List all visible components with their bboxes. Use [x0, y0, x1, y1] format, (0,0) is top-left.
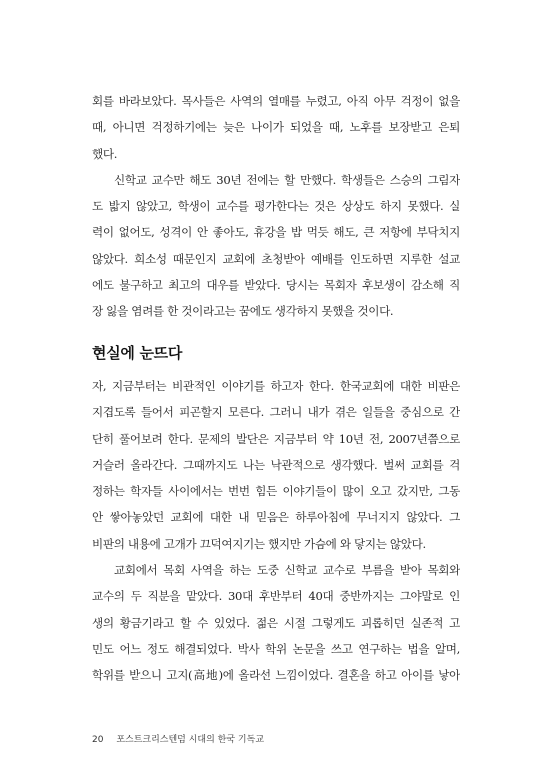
text-line: 비판의 내용에 고개가 끄덕여지기는 했지만 가슴에 와 닿지는 않았다. — [92, 536, 426, 551]
section-heading: 현실에 눈뜨다 — [92, 344, 183, 362]
text-line: 민도 어느 정도 해결되었다. 박사 학위 논문을 쓰고 연구하는 법을 알며, — [92, 641, 460, 656]
page-number: 20 — [92, 735, 104, 745]
text-line: 단히 풀어보려 한다. 문제의 발단은 지금부터 약 10년 전, 2007년쯤으로 — [92, 431, 460, 446]
text-line: 학위를 받으니 고지(高地)에 올라선 느낌이었다. 결혼을 하고 아이를 낳아 — [92, 668, 460, 683]
text-line: 생의 황금기라고 할 수 있었다. 젊은 시절 그렇게도 괴롭히던 실존적 고 — [92, 615, 460, 630]
paragraph-block-bottom — [92, 373, 460, 689]
text-line: 장 잃을 염려를 한 것이라고는 꿈에도 생각하지 못했을 것이다. — [92, 304, 394, 319]
running-title: 포스트크리스텐덤 시대의 한국 기독교 — [116, 735, 265, 745]
text-line: 안 쌓아놓았던 교회에 대한 내 믿음은 하루아침에 무너지지 않았다. 그 — [92, 510, 460, 525]
text-line: 거슬러 올라간다. 그때까지도 나는 낙관적으로 생각했다. 벌써 교회를 걱 — [92, 457, 460, 472]
paragraph-block-top — [92, 88, 460, 325]
text-line: 정하는 학자들 사이에서는 번번 힘든 이야기들이 많이 오고 갔지만, 그동 — [92, 484, 460, 499]
text-line: 에도 불구하고 최고의 대우를 받았다. 당시는 목회자 후보생이 감소해 직 — [92, 278, 460, 293]
text-line: 않았다. 희소성 때문인지 교회에 초청받아 예배를 인도하면 지루한 설교 — [92, 251, 460, 266]
text-line: 자, 지금부터는 비관적인 이야기를 하고자 한다. 한국교회에 대한 비판은 — [92, 379, 460, 393]
text-line: 했다. — [92, 146, 118, 161]
text-line: 교회에서 목회 사역을 하는 도중 신학교 교수로 부름을 받아 목회와 — [114, 563, 460, 578]
text-line: 교수의 두 직분을 맡았다. 30대 후반부터 40대 중반까지는 그야말로 인 — [92, 589, 460, 604]
page-footer — [92, 732, 264, 745]
text-line: 회를 바라보았다. 목사들은 사역의 열매를 누렸고, 아직 아무 걱정이 없을 — [92, 94, 460, 108]
text-line: 도 밟지 않았고, 학생이 교수를 평가한다는 것은 상상도 하지 못했다. 실 — [92, 199, 460, 214]
text-line: 력이 없어도, 성격이 안 좋아도, 휴강을 밥 먹듯 해도, 큰 저항에 부닥치지 — [92, 225, 460, 240]
text-line: 때, 아니면 걱정하기에는 늦은 나이가 되었을 때, 노후를 보장받고 은퇴 — [92, 120, 460, 135]
text-line: 신학교 교수만 해도 30년 전에는 할 만했다. 학생들은 스승의 그림자 — [114, 172, 460, 187]
text-line: 지겹도록 들어서 피곤할지 모른다. 그러니 내가 겪은 일들을 중심으로 간 — [92, 405, 460, 420]
